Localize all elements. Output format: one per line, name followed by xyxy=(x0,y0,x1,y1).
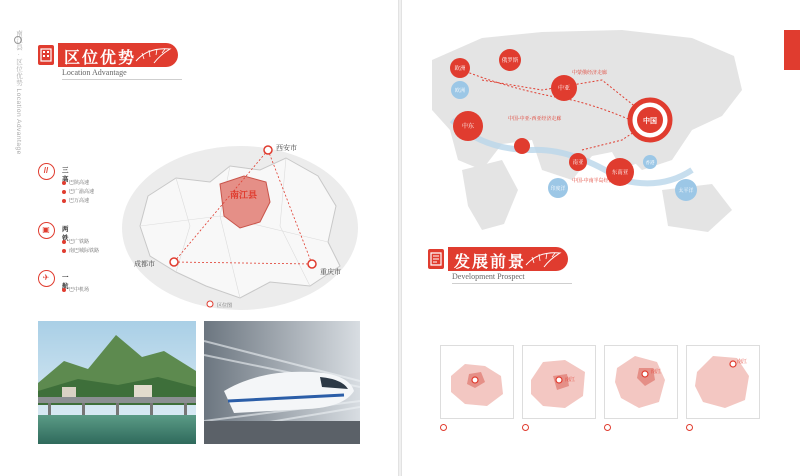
transport-item: 巴广铁路 xyxy=(62,238,89,245)
building-icon xyxy=(38,45,54,65)
southeast-asia-label: 东南亚 xyxy=(611,170,629,176)
transport-heading: 一航 xyxy=(62,274,69,290)
xian-label: 西安市 xyxy=(276,145,297,152)
section-title: 发展前景 xyxy=(454,254,527,271)
section-subtitle: Location Advantage xyxy=(62,68,127,77)
train-icon: ▣ xyxy=(38,222,55,239)
china-label: 中国 xyxy=(643,118,657,125)
transport-item: 巴中机场 xyxy=(62,286,89,293)
route-label-3: 中国-中南半岛经济走廊 xyxy=(572,178,624,184)
development-prospect-header xyxy=(428,247,578,281)
russia-label: 俄罗斯 xyxy=(501,58,519,64)
transport-heading: 三高 xyxy=(62,167,69,183)
mini-map-caption xyxy=(522,424,531,431)
section-subtitle: Development Prospect xyxy=(452,272,525,281)
location-pin-icon xyxy=(556,377,562,383)
middle-east-label: 中东 xyxy=(461,124,475,130)
county-label: 南江县 xyxy=(230,190,258,200)
section-rule xyxy=(62,79,182,80)
section-title-bar xyxy=(58,43,178,67)
transport-item: 巴万高速 xyxy=(62,197,89,204)
transport-heading: 两铁 xyxy=(62,226,69,242)
chapter-tab[interactable] xyxy=(784,222,800,262)
chapter-tab[interactable] xyxy=(784,30,800,70)
indian-ocean-label: 印度洋 xyxy=(550,186,566,192)
document-icon xyxy=(428,249,444,269)
left-side-text: 南江县 · 区位优势 Location Advantage xyxy=(15,30,22,155)
high-speed-train-photo xyxy=(204,321,360,444)
side-dot-icon xyxy=(14,36,22,44)
europe-label: 欧洲 xyxy=(454,66,466,72)
route-label-1: 中蒙俄经济走廊 xyxy=(572,70,608,76)
right-page xyxy=(402,0,800,476)
section-rule xyxy=(452,283,572,284)
central-asia-label: 中亚 xyxy=(557,86,571,92)
chengdu-label: 成都市 xyxy=(134,261,155,268)
chapter-tab[interactable] xyxy=(784,126,800,166)
location-pin-icon xyxy=(642,371,648,377)
left-page xyxy=(0,0,398,476)
mini-map-label: 南江 xyxy=(565,377,576,383)
section-title-bar xyxy=(448,247,568,271)
mini-map-label: 南江 xyxy=(651,369,662,375)
airplane-icon: ✈ xyxy=(38,270,55,287)
location-pin-icon xyxy=(730,361,736,367)
location-advantage-header xyxy=(38,43,188,77)
chongqing-label: 重庆市 xyxy=(320,269,341,276)
location-pin-icon xyxy=(472,377,478,383)
section-title: 区位优势 xyxy=(64,50,137,67)
mini-map-4 xyxy=(686,345,760,419)
legend-icon xyxy=(207,301,213,307)
belt-and-road-map xyxy=(422,20,752,238)
map-legend: 区位图 xyxy=(217,303,233,309)
mini-map-1 xyxy=(440,345,514,419)
mini-map-caption xyxy=(440,424,449,431)
south-asia-label: 南亚 xyxy=(572,160,584,166)
pacific-label: 太平洋 xyxy=(678,188,694,194)
transport-item: 巴广渝高速 xyxy=(62,188,94,195)
chapter-tab[interactable] xyxy=(784,78,800,118)
hk-label: 香港 xyxy=(645,160,655,165)
mini-map-label: 南江 xyxy=(737,359,748,365)
transport-item: 南巴城际铁路 xyxy=(62,247,99,254)
mini-map-caption xyxy=(686,424,695,431)
mini-map-3 xyxy=(604,345,678,419)
route-label-2: 中国-中亚-西亚经济走廊 xyxy=(508,116,562,122)
transport-item: 巴陕高速 xyxy=(62,179,89,186)
europe2-label: 欧洲 xyxy=(454,88,466,94)
leaf-decoration-icon xyxy=(134,45,174,65)
leaf-decoration-icon xyxy=(524,249,564,269)
mini-map-2 xyxy=(522,345,596,419)
mini-map-caption xyxy=(604,424,613,431)
location-map xyxy=(120,136,360,316)
bridge-photo xyxy=(38,321,196,444)
chengdu-marker xyxy=(170,258,178,266)
chapter-tab-rail xyxy=(784,30,800,270)
chongqing-marker xyxy=(308,260,316,268)
chapter-tab[interactable] xyxy=(784,174,800,214)
highway-icon: // xyxy=(38,163,55,180)
xian-marker xyxy=(264,146,272,154)
